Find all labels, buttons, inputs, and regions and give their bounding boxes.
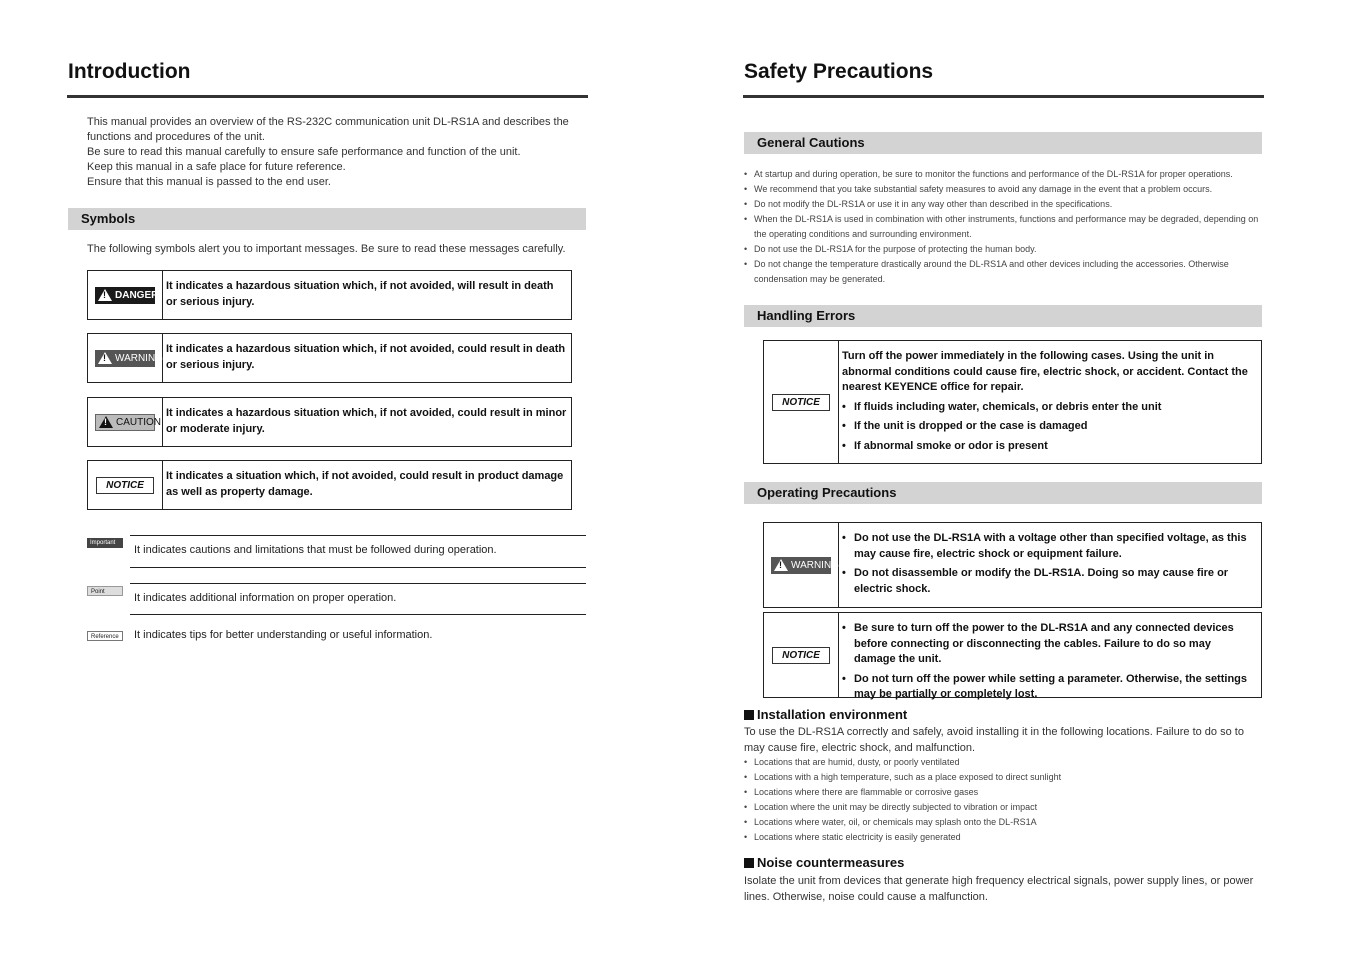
installation-lead: To use the DL-RS1A correctly and safely, avoid installing it in the following locations. Failure to do so to may cause fire, electric shock, and malfunction. <box>744 726 1244 754</box>
warning-triangle-icon <box>99 416 113 428</box>
symbol-box-notice <box>87 460 572 510</box>
point-row <box>87 583 586 617</box>
box-body <box>839 613 1261 700</box>
square-bullet-icon <box>744 858 754 868</box>
symbol-description: It indicates a hazardous situation which, if not avoided, could result in minor or moderate injury. <box>166 407 567 435</box>
important-icon: Important <box>87 538 123 548</box>
list-item: • Locations that are humid, dusty, or poorly ventilated <box>744 755 1264 770</box>
section-heading-symbols: Symbols <box>68 208 586 230</box>
symbol-description: It indicates a situation which, if not avoided, could result in product damage as well as property damage. <box>166 470 564 498</box>
section-heading-general-cautions: General Cautions <box>744 132 1262 154</box>
symbol-label <box>88 398 163 446</box>
symbol-label <box>88 334 163 382</box>
list-item: • Location where the unit may be directly subjected to vibration or impact <box>744 800 1264 815</box>
list-item: • If fluids including water, chemicals, or debris enter the unit <box>842 400 1255 416</box>
noise-heading: Noise countermeasures <box>744 855 904 870</box>
left-page <box>67 0 588 954</box>
title-rule <box>67 95 588 98</box>
box-body <box>839 341 1261 463</box>
installation-list <box>744 755 1264 845</box>
important-row <box>87 535 586 569</box>
divider <box>130 567 586 568</box>
point-icon: Point <box>87 586 123 596</box>
caution-badge: ! CAUTION <box>95 414 155 431</box>
important-text: It indicates cautions and limitations that must be followed during operation. <box>134 544 497 556</box>
list-item: • If the unit is dropped or the case is damaged <box>842 419 1255 435</box>
square-bullet-icon <box>744 710 754 720</box>
section-heading-handling-errors: Handling Errors <box>744 305 1262 327</box>
danger-badge: ! DANGER <box>95 287 155 304</box>
reference-text: It indicates tips for better understanding or useful information. <box>134 629 433 641</box>
page-title: Introduction <box>68 60 191 83</box>
general-cautions-list <box>744 167 1264 287</box>
list-item: • At startup and during operation, be sure to monitor the functions and performance of the DL-RS1A for proper operations. <box>744 167 1264 182</box>
list-item: • Do not disassemble or modify the DL-RS1A. Doing so may cause fire or electric shock. <box>842 566 1255 597</box>
list-item: • Be sure to turn off the power to the DL-RS1A and any connected devices before connecting or disconnecting the cables. Failure to do so may damage the unit. <box>842 621 1255 668</box>
list-item: • If abnormal smoke or odor is present <box>842 439 1255 455</box>
reference-icon: Reference <box>87 631 123 641</box>
divider <box>130 535 586 536</box>
list-item: • Do not use the DL-RS1A for the purpose of protecting the human body. <box>744 242 1264 257</box>
list-item: • Do not change the temperature drastically around the DL-RS1A and other devices including the accessories. Otherwise condensation may be generated. <box>744 257 1264 287</box>
notice-badge: NOTICE <box>772 394 830 411</box>
intro-line: This manual provides an overview of the RS-232C communication unit DL-RS1A and describes the functions and procedures of the unit. <box>87 116 569 143</box>
box-label <box>764 523 839 607</box>
handling-errors-box <box>763 340 1262 464</box>
list-item: • We recommend that you take substantial safety measures to avoid any damage in the event that a problem occurs. <box>744 182 1264 197</box>
intro-line: Ensure that this manual is passed to the end user. <box>87 176 331 188</box>
page-title: Safety Precautions <box>744 60 934 83</box>
list-item: • When the DL-RS1A is used in combination with other instruments, functions and performance may be degraded, depending on the operating conditions and surrounding environment. <box>744 212 1264 242</box>
notice-badge: NOTICE <box>772 647 830 664</box>
divider <box>130 583 586 584</box>
noise-text: Isolate the unit from devices that generate high frequency electrical signals, power supply lines, or power lines. Otherwise, noise could cause a malfunction. <box>744 875 1254 903</box>
divider <box>130 614 586 615</box>
right-page <box>743 0 1264 954</box>
intro-line: Be sure to read this manual carefully to ensure safe performance and function of the unit. <box>87 146 521 158</box>
operating-notice-box <box>763 612 1262 698</box>
symbol-description: It indicates a hazardous situation which, if not avoided, will result in death or serious injury. <box>166 280 554 308</box>
point-text: It indicates additional information on proper operation. <box>134 592 397 604</box>
symbols-lead: The following symbols alert you to important messages. Be sure to read these messages carefully. <box>87 243 566 255</box>
intro-text <box>87 115 582 190</box>
reference-row <box>87 623 586 657</box>
list-item: • Do not use the DL-RS1A with a voltage other than specified voltage, as this may cause fire, electric shock or equipment failure. <box>842 531 1255 562</box>
warning-triangle-icon <box>774 559 788 571</box>
notice-badge: NOTICE <box>96 477 154 494</box>
symbol-label <box>88 461 163 509</box>
list-item: • Locations where water, oil, or chemicals may splash onto the DL-RS1A <box>744 815 1264 830</box>
box-body <box>839 523 1261 607</box>
box-label <box>764 613 839 697</box>
symbol-box-danger <box>87 270 572 320</box>
errors-lead: Turn off the power immediately in the following cases. Using the unit in abnormal conditions could cause fire, electric shock, or accident. Contact the nearest KEYENCE office for repair. <box>842 350 1248 393</box>
symbol-box-warning <box>87 333 572 383</box>
box-label <box>764 341 839 463</box>
symbol-box-caution <box>87 397 572 447</box>
list-item: • Locations with a high temperature, such as a place exposed to direct sunlight <box>744 770 1264 785</box>
symbol-label <box>88 271 163 319</box>
list-item: • Locations where static electricity is easily generated <box>744 830 1264 845</box>
intro-line: Keep this manual in a safe place for future reference. <box>87 161 346 173</box>
symbol-description: It indicates a hazardous situation which, if not avoided, could result in death or serious injury. <box>166 343 566 371</box>
list-item: • Do not turn off the power while setting a parameter. Otherwise, the settings may be partially or completely lost. <box>842 672 1255 703</box>
installation-heading: Installation environment <box>744 707 907 722</box>
warning-badge: ! WARNING <box>95 350 155 367</box>
title-rule <box>743 95 1264 98</box>
warning-triangle-icon <box>98 289 112 301</box>
section-heading-operating-precautions: Operating Precautions <box>744 482 1262 504</box>
warning-triangle-icon <box>98 352 112 364</box>
warning-badge: ! WARNING <box>771 557 831 574</box>
list-item: • Do not modify the DL-RS1A or use it in any way other than described in the specifications. <box>744 197 1264 212</box>
list-item: • Locations where there are flammable or corrosive gases <box>744 785 1264 800</box>
operating-warning-box <box>763 522 1262 608</box>
